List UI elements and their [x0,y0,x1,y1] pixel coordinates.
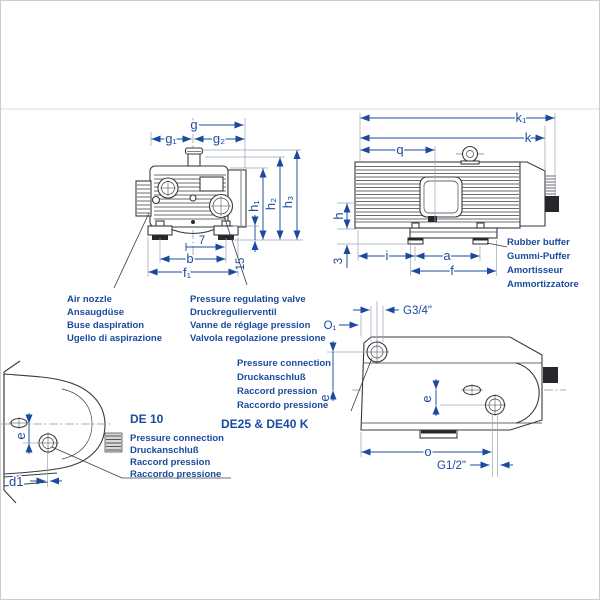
model-de10-heading: DE 10 [130,412,164,426]
top-fitting-part [186,148,203,166]
small-bolt [153,197,160,204]
pressure-valve-it: Valvola regolazione pressione [190,333,326,344]
callout-pressure-conn-de10 [130,433,224,480]
air-nozzle-fr: Buse daspiration [67,320,145,331]
shaft-knob-de25 [543,367,558,383]
center-bolt [190,195,196,201]
bottom-tab [420,430,457,438]
callout-rubber-buffer [507,237,579,290]
dim-d1-label: d1 [9,474,24,489]
air-nozzle-en: Air nozzle [67,294,112,305]
de10-view [1,361,231,503]
callout-pressure-valve [190,294,326,344]
pressure-conn-de25-en: Pressure connection [237,358,331,369]
callout-air-nozzle [67,294,162,344]
dim-e-left-label: e [317,394,332,402]
dim-7-label: 7 [198,235,206,247]
rubber-buffer-en: Rubber buffer [507,237,570,248]
dim-b-label: b [186,251,194,266]
dim-i-label: i [385,248,389,263]
dim-k-label: k [524,130,532,145]
pressure-conn-de25-it: Raccordo pressione [237,400,329,411]
dim-g-label: g [190,117,198,132]
rubber-buffer-fr: Amortisseur [507,265,563,276]
side-panel [420,177,462,222]
air-nozzle-it: Ugello di aspirazione [67,333,163,344]
pressure-conn-de10-en: Pressure connection [130,433,224,444]
rubber-buffer-de: Gummi-Puffer [507,251,571,262]
dim-3-label: 3 [333,257,345,265]
dim-h1-label: h₁ [246,200,261,212]
rubber-buffer-it: Ammortizzatore [507,279,579,290]
dim-15-label: 15 [235,257,247,271]
dim-h2-label: h₂ [263,197,278,211]
rubber-buffer-right [473,238,488,244]
dim-o1-label: O₁ [323,320,337,332]
callout-pressure-conn-de25 [237,358,331,411]
pressure-valve-fr: Vanne de réglage pression [190,320,311,331]
nameplate [200,177,223,191]
model-de25-heading: DE25 & DE40 K [221,417,309,431]
drain-dot [191,220,195,224]
shaft-knob [545,196,559,212]
de25-view [317,301,566,477]
regulating-valve-port-icon [210,195,233,218]
hose-fitting-icon [105,433,122,452]
air-nozzle-part [136,181,151,216]
dim-g12-label: G1/2" [437,460,467,472]
dim-a-label: a [443,248,451,263]
pressure-conn-de10-fr: Raccord pression [130,457,211,468]
rubber-buffer-leader [487,243,507,247]
air-nozzle-leader [114,213,149,288]
dim-g34-label: G3/4" [403,305,433,317]
dim-f-label: f [450,263,454,278]
dim-q-label: q [396,142,404,157]
dim-k1-label: k₁ [515,110,527,125]
dim-g2-label: g₂ [212,131,226,146]
air-nozzle-de: Ansaugdüse [67,307,125,318]
motor-end-side [520,162,559,226]
pressure-conn-de25-fr: Raccord pression [237,386,318,397]
suction-port-icon [158,178,178,198]
pump-body-de25 [361,337,542,430]
dim-h-label: h [331,212,346,220]
pressure-conn-de10-it: Raccordo pressione [130,469,222,480]
lifting-eyebolt-icon [456,147,484,165]
pressure-valve-de: Druckregulierventil [190,307,277,318]
dim-g1-label: g₁ [165,131,177,146]
pressure-conn-de25-de: Druckanschluß [237,372,306,383]
motor-section-front [228,170,246,227]
dim-e-de10-label: e [13,432,28,440]
dim-o-label: o [424,444,432,459]
dim-f1-label: f₁ [183,265,191,280]
pressure-conn-de10-de: Druckanschluß [130,445,199,456]
dim-h3-label: h₃ [280,195,295,209]
dim-e-inner-label: e [419,395,434,403]
pressure-valve-en: Pressure regulating valve [190,294,306,305]
front-view [114,117,303,288]
